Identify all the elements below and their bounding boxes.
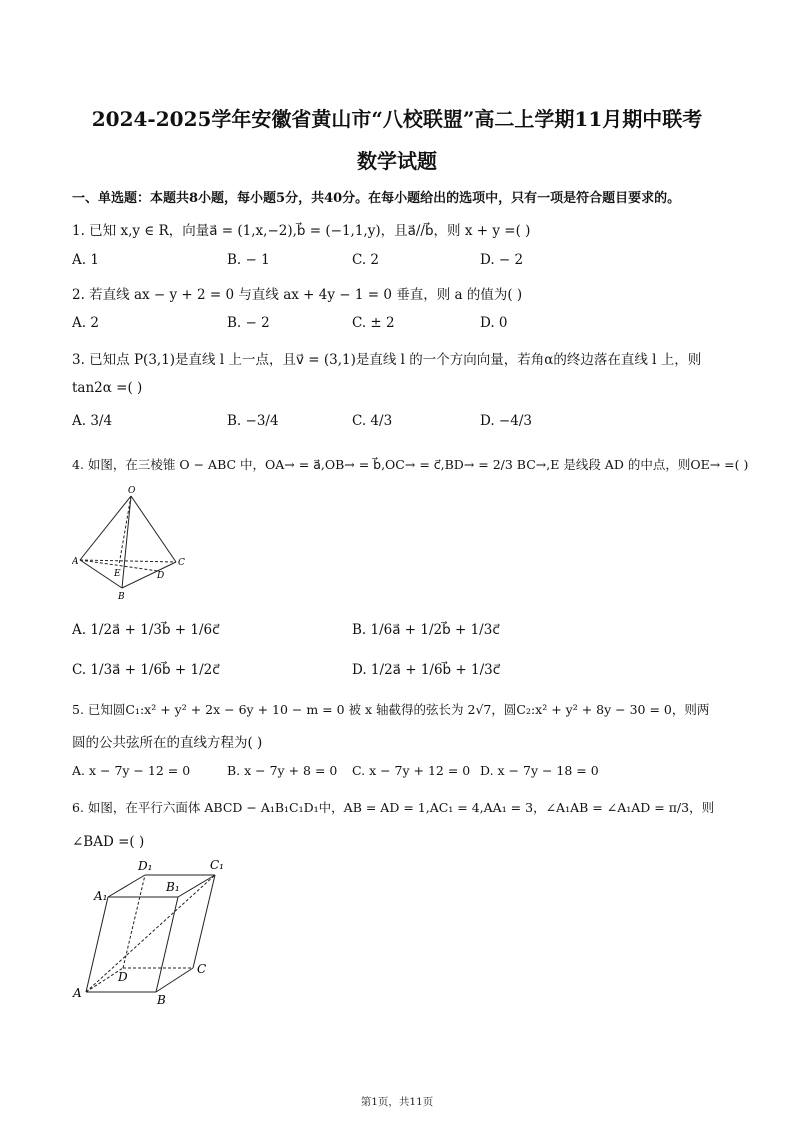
- question-4-stem: 4. 如图，在三棱锥 O − ABC 中，OA→ = a⃗,OB→ = b⃗,OC→ = c⃗,BD→ = 2/3 BC→,E 是线段 AD 的中点，则OE→ =( ): [72, 457, 749, 472]
- tetra-label-o: O: [128, 486, 136, 496]
- section-heading: 一、单选题：本题共8小题，每小题5分，共40分。在每小题给出的选项中，只有一项是符合题目要求的。: [72, 191, 681, 206]
- question-1-stem: 1. 已知 x,y ∈ R，向量a⃗ = (1,x,−2),b⃗ = (−1,1,y)，且a⃗//b⃗，则 x + y =( ): [72, 223, 531, 239]
- tetra-label-d: D: [157, 571, 165, 581]
- question-1-option-c: C. 2: [352, 252, 380, 268]
- question-3-option-a: A. 3/4: [72, 413, 113, 429]
- para-label-c1: C₁: [210, 858, 224, 872]
- para-label-b: B: [157, 993, 166, 1005]
- edge-bc: [122, 562, 176, 588]
- question-6-stem-cont: ∠BAD =( ): [72, 834, 145, 850]
- question-1-option-a: A. 1: [72, 252, 99, 268]
- page-number: 第1页，共11页: [360, 1096, 434, 1108]
- question-6-stem: 6. 如图，在平行六面体 ABCD − A₁B₁C₁D₁中，AB = AD = 1,AC₁ = 4,AA₁ = 3，∠A₁AB = ∠A₁AD = π/3，则: [72, 800, 715, 815]
- question-5-option-a: A. x − 7y − 12 = 0: [72, 763, 191, 778]
- edge-bb1: [156, 897, 178, 992]
- para-label-b1: B₁: [166, 880, 180, 894]
- question-1-option-b: B. − 1: [227, 252, 270, 268]
- question-2-option-b: B. − 2: [227, 315, 270, 331]
- edge-b1c1: [178, 875, 215, 897]
- para-label-a: A: [73, 986, 82, 1000]
- question-5-option-d: D. x − 7y − 18 = 0: [480, 763, 599, 778]
- question-3-option-c: C. 4/3: [352, 413, 393, 429]
- edge-oa: [80, 496, 131, 560]
- para-label-d: D: [118, 970, 128, 984]
- question-5-stem-cont: 圆的公共弦所在的直线方程为( ): [72, 735, 263, 751]
- page-subtitle: 数学试题: [357, 149, 437, 173]
- question-2-option-c: C. ± 2: [352, 315, 395, 331]
- question-3-stem: 3. 已知点 P(3,1)是直线 l 上一点，且v⃗ = (3,1)是直线 l 的一个方向向量，若角α的终边落在直线 l 上，则: [72, 352, 702, 368]
- question-4-option-c: C. 1/3a⃗ + 1/6b⃗ + 1/2c⃗: [72, 662, 220, 678]
- page-title: 2024-2025学年安徽省黄山市“八校联盟”高二上学期11月期中联考: [91, 107, 703, 131]
- question-1-option-d: D. − 2: [480, 252, 524, 268]
- edge-ac: [80, 560, 176, 562]
- question-5-stem: 5. 已知圆C₁:x² + y² + 2x − 6y + 10 − m = 0 被 x 轴截得的弦长为 2√7，圆C₂:x² + y² + 8y − 30 = 0，则两: [72, 702, 710, 717]
- question-3-option-b: B. −3/4: [227, 413, 279, 429]
- question-4-option-b: B. 1/6a⃗ + 1/2b⃗ + 1/3c⃗: [352, 622, 500, 638]
- question-4-option-a: A. 1/2a⃗ + 1/3b⃗ + 1/6c⃗: [72, 622, 220, 638]
- question-3-option-d: D. −4/3: [480, 413, 532, 429]
- question-5-option-b: B. x − 7y + 8 = 0: [227, 763, 338, 778]
- edge-bc: [156, 968, 193, 992]
- edge-aa1: [86, 897, 108, 992]
- para-label-c: C: [197, 962, 207, 976]
- edge-oc: [131, 496, 176, 562]
- tetra-label-b: B: [118, 592, 125, 602]
- edge-dd1: [123, 875, 145, 968]
- tetra-label-e: E: [114, 569, 121, 579]
- question-2-option-d: D. 0: [480, 315, 508, 331]
- tetra-label-a: A: [72, 557, 79, 567]
- para-label-d1: D₁: [138, 859, 153, 873]
- question-2-option-a: A. 2: [72, 315, 99, 331]
- question-5-option-c: C. x − 7y + 12 = 0: [352, 763, 471, 778]
- question-4-option-d: D. 1/2a⃗ + 1/6b⃗ + 1/3c⃗: [352, 662, 501, 678]
- edge-cc1: [193, 875, 215, 968]
- tetrahedron-figure: [72, 484, 192, 602]
- question-2-stem: 2. 若直线 ax − y + 2 = 0 与直线 ax + 4y − 1 = 0 垂直，则 a 的值为( ): [72, 287, 523, 303]
- edge-a1d1: [108, 875, 145, 897]
- para-label-a1: A₁: [94, 889, 108, 903]
- tetra-label-c: C: [178, 558, 185, 568]
- question-3-stem-cont: tan2α =( ): [72, 380, 143, 396]
- parallelepiped-figure: [70, 855, 230, 1005]
